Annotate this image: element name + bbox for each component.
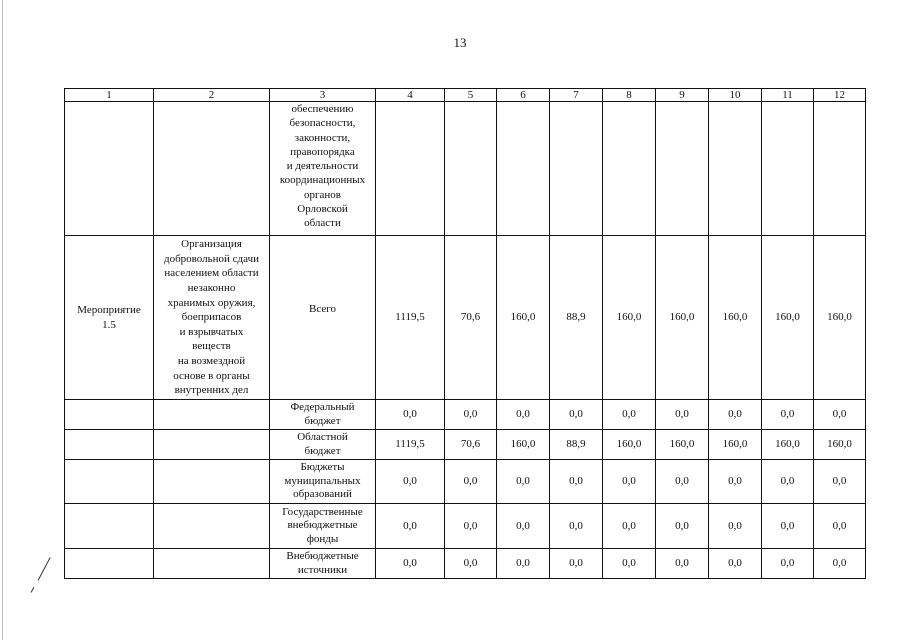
funding-value-cell: 160,0 — [497, 236, 550, 400]
column-number-cell: 9 — [656, 89, 709, 102]
continuation-empty-cell — [603, 102, 656, 236]
continuation-col2-cell — [154, 102, 270, 236]
funding-value-cell: 0,0 — [497, 460, 550, 504]
empty-col2-cell — [154, 430, 270, 460]
funding-value-cell: 0,0 — [445, 504, 497, 549]
funding-value-cell: 160,0 — [762, 430, 814, 460]
funding-value-cell: 0,0 — [762, 549, 814, 579]
margin-pen-stroke-small — [31, 587, 35, 593]
funding-value-cell: 0,0 — [550, 400, 603, 430]
empty-col1-cell — [65, 460, 154, 504]
funding-source-label: Государственные внебюджетные фонды — [270, 504, 376, 549]
column-number-cell: 2 — [154, 89, 270, 102]
empty-col2-cell — [154, 549, 270, 579]
funding-value-cell: 0,0 — [376, 549, 445, 579]
continuation-empty-cell — [656, 102, 709, 236]
funding-value-cell: 0,0 — [376, 460, 445, 504]
funding-source-label: Бюджеты муниципальных образований — [270, 460, 376, 504]
measure-number-cell: Мероприятие 1.5 — [65, 236, 154, 400]
funding-value-cell: 0,0 — [709, 460, 762, 504]
funding-value-cell: 160,0 — [814, 236, 866, 400]
empty-col1-cell — [65, 504, 154, 549]
funding-source-label: Федеральный бюджет — [270, 400, 376, 430]
empty-col1-cell — [65, 400, 154, 430]
continuation-empty-cell — [814, 102, 866, 236]
funding-value-cell: 0,0 — [814, 460, 866, 504]
column-number-cell: 6 — [497, 89, 550, 102]
funding-value-cell: 0,0 — [550, 504, 603, 549]
measure-description-cell: Организация добровольной сдачи населением области незаконно хранимых оружия, боеприпасов и взрывчатых веществ на возмездной основе в органы внутренних дел — [154, 236, 270, 400]
continuation-col1-cell — [65, 102, 154, 236]
page-number: 13 — [453, 35, 467, 50]
funding-value-cell: 0,0 — [709, 400, 762, 430]
column-number-cell: 7 — [550, 89, 603, 102]
continuation-empty-cell — [709, 102, 762, 236]
funding-value-cell: 0,0 — [445, 549, 497, 579]
column-number-cell: 5 — [445, 89, 497, 102]
funding-value-cell: 0,0 — [445, 400, 497, 430]
funding-source-label: Внебюджетные источники — [270, 549, 376, 579]
funding-value-cell: 0,0 — [497, 400, 550, 430]
column-number-cell: 1 — [65, 89, 154, 102]
empty-col2-cell — [154, 460, 270, 504]
funding-value-cell: 160,0 — [656, 236, 709, 400]
funding-source-label: Областной бюджет — [270, 430, 376, 460]
column-number-cell: 8 — [603, 89, 656, 102]
funding-value-cell: 0,0 — [550, 460, 603, 504]
funding-value-cell: 0,0 — [497, 504, 550, 549]
funding-row — [65, 236, 866, 400]
funding-value-cell: 0,0 — [762, 400, 814, 430]
funding-value-cell: 160,0 — [497, 430, 550, 460]
budget-table — [64, 88, 866, 579]
funding-value-cell: 0,0 — [762, 460, 814, 504]
funding-value-cell: 0,0 — [762, 504, 814, 549]
empty-col1-cell — [65, 549, 154, 579]
continuation-empty-cell — [376, 102, 445, 236]
funding-value-cell: 160,0 — [709, 236, 762, 400]
funding-value-cell: 0,0 — [603, 460, 656, 504]
funding-value-cell: 70,6 — [445, 430, 497, 460]
funding-value-cell: 0,0 — [445, 460, 497, 504]
continuation-empty-cell — [550, 102, 603, 236]
funding-value-cell: 0,0 — [656, 460, 709, 504]
funding-value-cell: 0,0 — [656, 504, 709, 549]
funding-value-cell: 160,0 — [762, 236, 814, 400]
column-number-cell: 3 — [270, 89, 376, 102]
funding-value-cell: 0,0 — [709, 504, 762, 549]
funding-value-cell: 0,0 — [709, 549, 762, 579]
funding-value-cell: 160,0 — [814, 430, 866, 460]
funding-value-cell: 0,0 — [814, 549, 866, 579]
funding-value-cell: 0,0 — [550, 549, 603, 579]
funding-row — [65, 504, 866, 549]
column-number-row — [65, 89, 866, 102]
funding-value-cell: 0,0 — [656, 549, 709, 579]
empty-col2-cell — [154, 400, 270, 430]
funding-value-cell: 0,0 — [376, 504, 445, 549]
funding-value-cell: 0,0 — [814, 504, 866, 549]
empty-col1-cell — [65, 430, 154, 460]
funding-value-cell: 160,0 — [709, 430, 762, 460]
funding-row — [65, 430, 866, 460]
funding-value-cell: 0,0 — [603, 400, 656, 430]
column-number-cell: 10 — [709, 89, 762, 102]
funding-value-cell: 0,0 — [376, 400, 445, 430]
funding-row — [65, 400, 866, 430]
funding-value-cell: 1119,5 — [376, 430, 445, 460]
column-number-cell: 12 — [814, 89, 866, 102]
funding-source-label: Всего — [270, 236, 376, 400]
continuation-col3-cell: обеспечению безопасности, законности, правопорядка и деятельности координационных органов Орловской области — [270, 102, 376, 236]
funding-value-cell: 0,0 — [603, 549, 656, 579]
continuation-empty-cell — [445, 102, 497, 236]
funding-value-cell: 160,0 — [603, 430, 656, 460]
empty-col2-cell — [154, 504, 270, 549]
funding-value-cell: 88,9 — [550, 236, 603, 400]
continuation-empty-cell — [497, 102, 550, 236]
column-number-cell: 4 — [376, 89, 445, 102]
column-number-cell: 11 — [762, 89, 814, 102]
funding-value-cell: 88,9 — [550, 430, 603, 460]
funding-row — [65, 549, 866, 579]
funding-value-cell: 160,0 — [603, 236, 656, 400]
funding-value-cell: 70,6 — [445, 236, 497, 400]
funding-value-cell: 0,0 — [603, 504, 656, 549]
funding-value-cell: 0,0 — [656, 400, 709, 430]
continuation-row — [65, 102, 866, 236]
funding-value-cell: 1119,5 — [376, 236, 445, 400]
funding-value-cell: 0,0 — [814, 400, 866, 430]
funding-value-cell: 160,0 — [656, 430, 709, 460]
page-edge-line — [2, 0, 3, 640]
continuation-empty-cell — [762, 102, 814, 236]
funding-row — [65, 460, 866, 504]
funding-value-cell: 0,0 — [497, 549, 550, 579]
margin-pen-stroke — [38, 557, 51, 580]
